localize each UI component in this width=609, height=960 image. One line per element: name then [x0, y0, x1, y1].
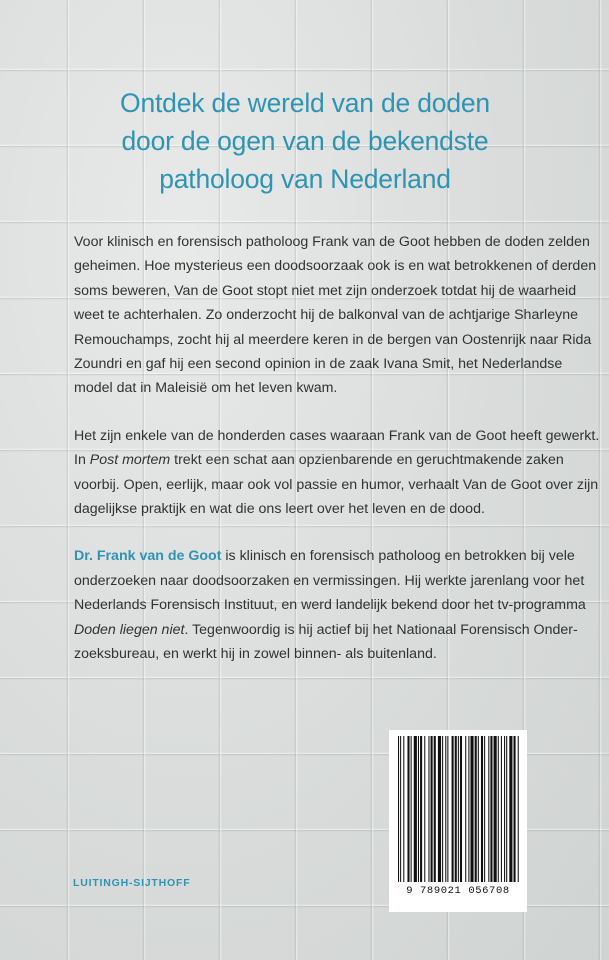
barcode-bar [403, 736, 404, 882]
blurb [74, 230, 600, 690]
paragraph-intro-line: soms beweren, Van de Goot stopt niet met zijn onderzoek totdat hij de waarheid [74, 282, 577, 299]
barcode-bar [470, 736, 473, 882]
barcode-bar [484, 736, 485, 882]
paragraph-intro-line: Zoundri en gaf hij een second opinion in de zaak Ivana Smit, het Nederlandse [74, 356, 563, 373]
author-bio-line: Nederlands Forensisch Instituut, en werd landelijk bekend door het tv-programma [74, 597, 586, 614]
barcode-bar [442, 736, 443, 882]
barcode-bar [411, 736, 412, 882]
text-run: trekt een schat aan opzienbarende en geruchtmakende zaken [170, 452, 564, 469]
paragraph-cases-line: dagelijkse praktijk en wat die ons leert over het leven en de dood. [74, 501, 485, 518]
barcode-bar [431, 736, 433, 882]
barcode-bar [418, 736, 419, 882]
paragraph-author-bio [74, 544, 586, 666]
barcode-bar [400, 736, 401, 882]
paragraph-cases-line: voorbij. Open, eerlijk, maar ook vol passie en humor, verhaalt Van de Goot over zijn [74, 476, 599, 493]
paragraph-intro-line: Voor klinisch en forensisch patholoog Frank van de Goot hebben de doden zelden [74, 234, 590, 250]
barcode [389, 730, 527, 912]
barcode-bar [438, 736, 441, 882]
barcode-bar [434, 736, 436, 882]
barcode-bar [475, 736, 477, 882]
paragraph-intro [74, 230, 597, 401]
headline-line-2: door de ogen van de bekendste [121, 126, 489, 156]
barcode-bar [501, 736, 502, 882]
paragraph-intro-line: Remouchamps, zocht hij al meerdere keren in de bergen van Oostenrijk naar Rida [74, 331, 592, 348]
barcode-bar [445, 736, 446, 882]
paragraph-intro-line: model dat in Maleisië om het leven kwam. [74, 380, 338, 397]
barcode-bar [447, 736, 448, 882]
barcode-bars [396, 736, 520, 886]
barcode-bar [398, 736, 399, 882]
headline [60, 84, 550, 198]
barcode-bar [460, 736, 462, 882]
text-run: . Tegenwoordig is hij actief bij het Nationaal Forensisch Onder- [184, 621, 578, 638]
author-name: Dr. Frank van de Goot [74, 548, 222, 565]
tv-program-title: Doden liegen niet [74, 621, 185, 638]
isbn-number: 9 789021 056708 [406, 885, 510, 897]
book-title: Post mortem [89, 452, 171, 469]
author-bio-line: onderzoeken naar doodsoorzaken en vermissingen. Hij werkte jarenlang voor het [74, 572, 585, 589]
barcode-bar [478, 736, 479, 882]
barcode-bar [452, 736, 454, 882]
barcode-bar [504, 736, 505, 882]
barcode-bar [506, 736, 507, 882]
barcode-bar [458, 736, 459, 882]
barcode-bar [488, 736, 489, 882]
barcode-bar [428, 736, 429, 882]
publisher-logo: LUITINGH-SIJTHOFF [73, 877, 191, 889]
paragraph-intro-line: geheimen. Hoe mysterieus een doodsoorzaak ook is en wat betrokkenen of derden [74, 258, 597, 275]
paragraph-cases [74, 424, 600, 522]
paragraph-cases-line: Het zijn enkele van de honderden cases waaraan Frank van de Goot heeft gewerkt. [74, 427, 600, 444]
barcode-bar [455, 736, 457, 882]
paragraph-intro-line: weet te achterhalen. Zo onderzocht hij de balkonval van de achtjarige Sharleyne [74, 307, 578, 324]
author-bio-line [74, 618, 578, 642]
text-run: In [74, 452, 90, 469]
author-bio-line: zoeksbureau, en werkt hij in zowel binnen- als buitenland. [74, 646, 437, 663]
barcode-bar [465, 736, 466, 882]
barcode-bar [481, 736, 483, 882]
barcode-bar [468, 736, 469, 882]
headline-line-3: patholoog van Nederland [159, 164, 451, 194]
barcode-bar [420, 736, 422, 882]
barcode-bar [424, 736, 425, 882]
barcode-bar [498, 736, 499, 882]
author-bio-line [74, 544, 575, 568]
barcode-bar [509, 736, 512, 882]
barcode-bar [494, 736, 497, 882]
headline-line-1: Ontdek de wereld van de doden [120, 88, 490, 118]
barcode-bar [518, 736, 519, 882]
text-run: is klinisch en forensisch patholoog en betrokken bij vele [221, 548, 575, 565]
barcode-bar [407, 736, 409, 882]
barcode-bar [414, 736, 417, 882]
paragraph-cases-line [74, 448, 564, 472]
barcode-bar [514, 736, 516, 882]
barcode-bar [490, 736, 492, 882]
